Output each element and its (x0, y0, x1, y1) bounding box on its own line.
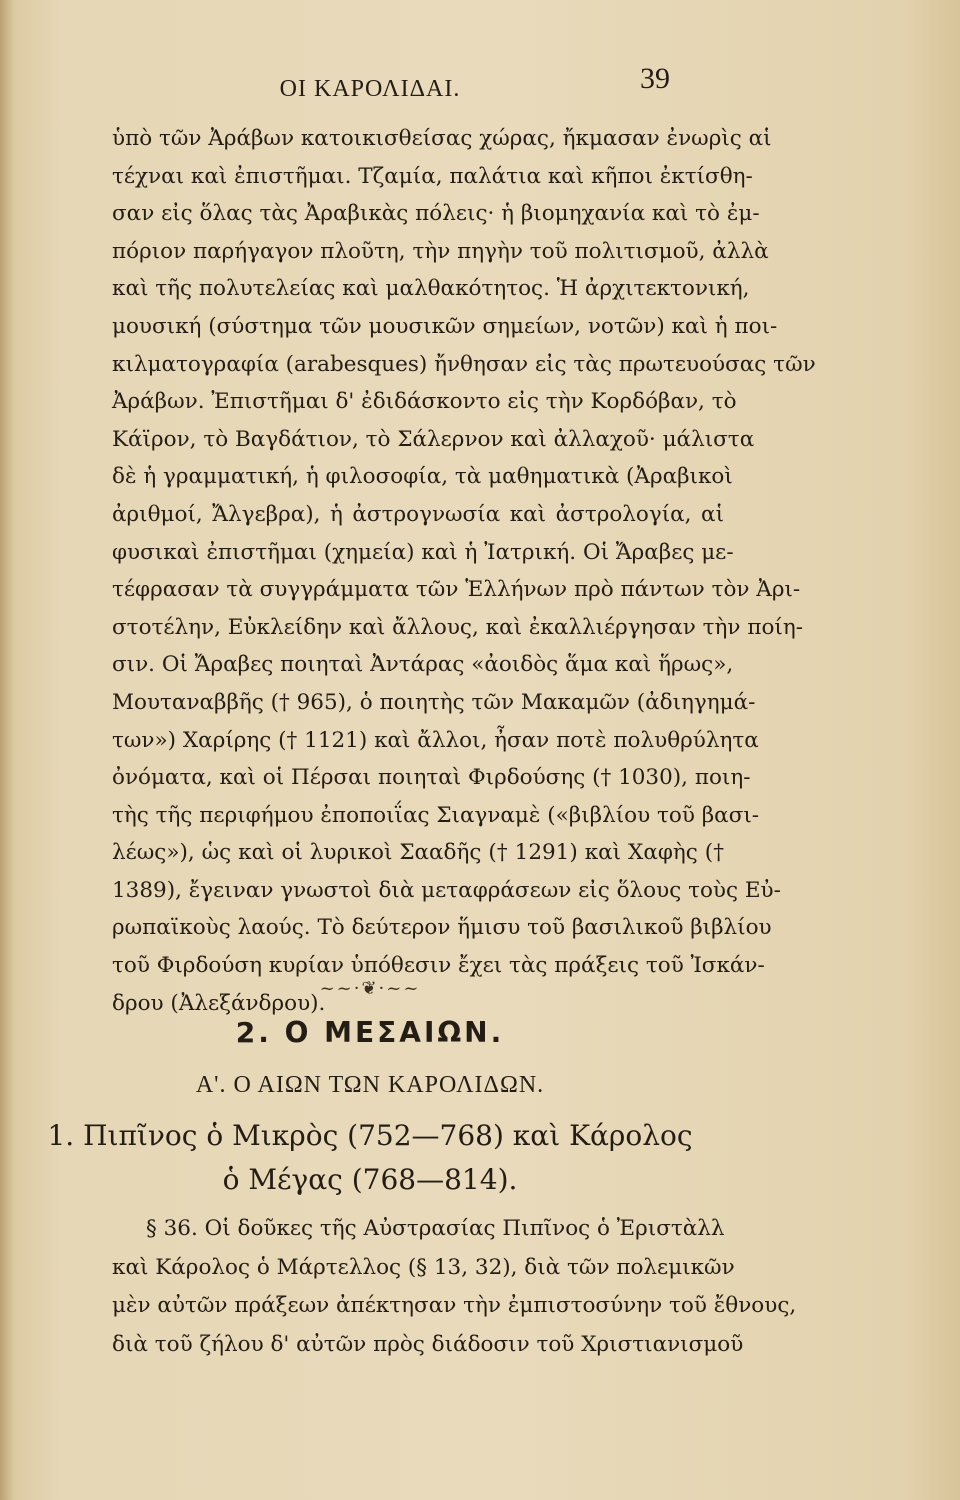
section-ornament: ~~·❦·~~ (319, 978, 421, 999)
text-line: Μουταναββῆς († 965), ὁ ποιητὴς τῶν Μακαμῶν (ἀδιηγημά- (112, 689, 756, 715)
text-line: τέφρασαν τὰ συγγράμματα τῶν Ἑλλήνων πρὸ πάντων τὸν Ἀρι- (112, 577, 801, 603)
text-line: ἀριθμοί, Ἄλγεβρα), ἡ ἀστρογνωσία καὶ ἀστρολογία, αἱ (112, 501, 724, 527)
text-line: Ἀράβων. Ἐπιστῆμαι δ' ἐδιδάσκοντο εἰς τὴν Κορδόβαν, τὸ (112, 389, 737, 415)
text-line: στοτέλην, Εὐκλείδην καὶ ἄλλους, καὶ ἐκαλλιέργησαν τὴν ποίη- (112, 614, 803, 640)
running-title: ΟΙ ΚΑΡΟΛΙΔΑΙ. (279, 76, 461, 102)
text-line: σαν εἰς ὅλας τὰς Ἀραβικὰς πόλεις· ἡ βιομηχανία καὶ τὸ ἐμ- (112, 201, 760, 227)
text-line: ὀνόματα, καὶ οἱ Πέρσαι ποιηταὶ Φιρδούσης († 1030), ποιη- (112, 765, 751, 791)
topic-heading-line: 1. Πιπῖνος ὁ Μικρὸς (752—768) καὶ Κάρολος (47, 1119, 693, 1152)
text-line: διὰ τοῦ ζήλου δ' αὐτῶν πρὸς διάδοσιν τοῦ Χριστιανισμοῦ (112, 1331, 744, 1357)
text-line: μὲν αὐτῶν πράξεων ἀπέκτησαν τὴν ἐμπιστοσύνην τοῦ ἔθνους, (112, 1293, 797, 1318)
topic-heading-line: ὁ Μέγας (768—814). (222, 1163, 518, 1196)
paragraph-36 (112, 1210, 797, 1364)
text-line: τὴς τῆς περιφήμου ἐποποιΐας Σιαγναμὲ («βιβλίου τοῦ βασι- (112, 802, 760, 828)
text-line: ρωπαϊκοὺς λαούς. Τὸ δεύτερον ἥμισυ τοῦ βασιλικοῦ βιβλίου (112, 915, 772, 941)
text-line: Κάϊρον, τὸ Βαγδάτιον, τὸ Σάλερνον καὶ ἀλλαχοῦ· μάλιστα (112, 426, 755, 452)
topic-heading (0, 1114, 740, 1202)
section-title: 2. Ο ΜΕΣΑΙΩΝ. (235, 1016, 505, 1049)
text-line: τέχναι καὶ ἐπιστῆμαι. Τζαμία, παλάτια καὶ κῆποι ἐκτίσθη- (112, 163, 753, 189)
text-line: καὶ τῆς πολυτελείας καὶ μαλθακότητος. Ἡ ἀρχιτεκτονική, (112, 276, 750, 302)
text-line: § 36. Οἱ δοῦκες τῆς Αὐστρασίας Πιπῖνος ὁ Ἐριστὰλλ (146, 1216, 725, 1241)
page-header (0, 62, 960, 102)
text-line: φυσικαὶ ἐπιστῆμαι (χημεία) καὶ ἡ Ἰατρική. Οἱ Ἄραβες με- (112, 539, 734, 565)
body-text (112, 120, 816, 1022)
text-line: σιν. Οἱ Ἄραβες ποιηταὶ Ἀντάρας «ἀοιδὸς ἅμα καὶ ἥρως», (112, 652, 734, 678)
text-line: καὶ Κάρολος ὁ Μάρτελλος (§ 13, 32), διὰ τῶν πολεμικῶν (112, 1254, 735, 1280)
text-line: δὲ ἡ γραμματική, ἡ φιλοσοφία, τὰ μαθηματικὰ (Ἀραβικοὶ (112, 464, 733, 490)
text-line: μουσική (σύστημα τῶν μουσικῶν σημείων, νοτῶν) καὶ ἡ ποι- (112, 313, 778, 339)
text-line: δρου (Ἀλεξάνδρου). (112, 990, 326, 1016)
text-line: 1389), ἔγειναν γνωστοὶ διὰ μεταφράσεων εἰς ὅλους τοὺς Εὐ- (112, 877, 781, 903)
text-line: λέως»), ὡς καὶ οἱ λυρικοὶ Σααδῆς († 1291) καὶ Χαφὴς († (112, 840, 724, 866)
chapter-title: Α'. Ο ΑΙΩΝ ΤΩΝ ΚΑΡΟΛΙΔΩΝ. (195, 1072, 545, 1098)
text-line: κιλματογραφία (arabesques) ἤνθησαν εἰς τὰς πρωτευούσας τῶν (112, 351, 816, 377)
text-line: ὑπὸ τῶν Ἀράβων κατοικισθείσας χώρας, ἤκμασαν ἐνωρὶς αἱ (112, 126, 772, 151)
page-number: 39 (640, 62, 670, 95)
text-line: των») Χαρίρης († 1121) καὶ ἄλλοι, ἦσαν ποτὲ πολυθρύλητα (112, 727, 759, 753)
text-line: τοῦ Φιρδούση κυρίαν ὑπόθεσιν ἔχει τὰς πράξεις τοῦ Ἰσκάν- (112, 953, 765, 979)
text-line: πόριον παρήγαγον πλοῦτη, τὴν πηγὴν τοῦ πολιτισμοῦ, ἀλλὰ (112, 238, 769, 264)
